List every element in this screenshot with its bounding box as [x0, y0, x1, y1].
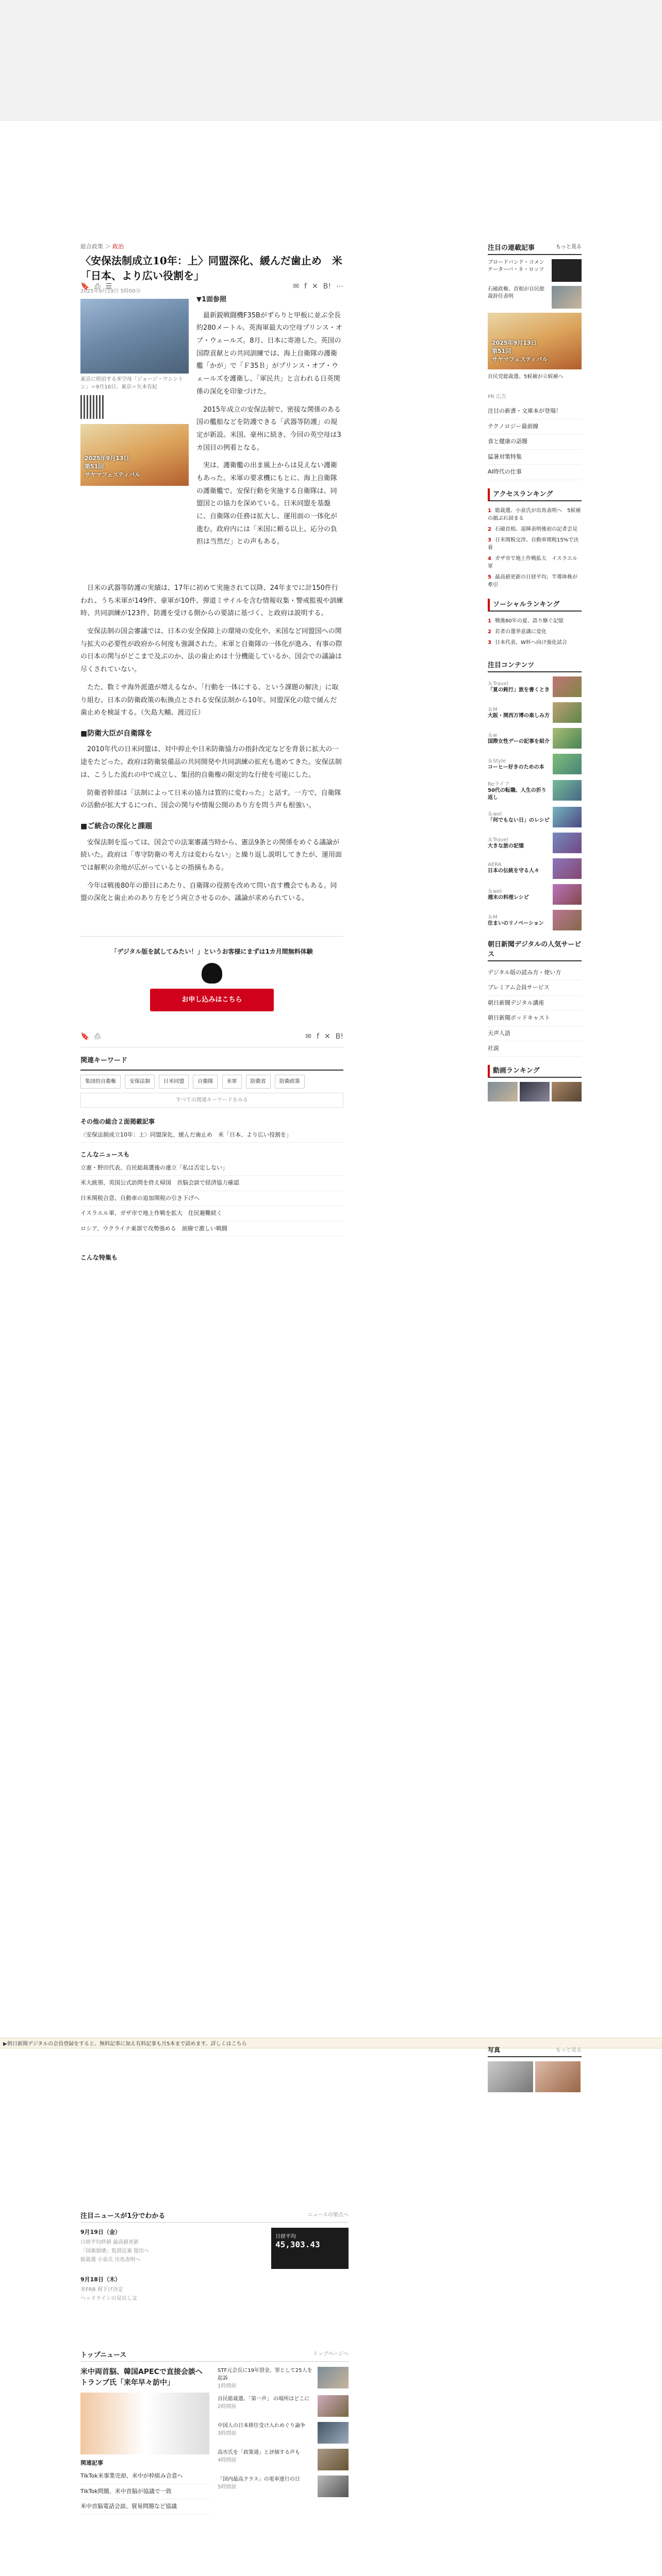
- attention-more[interactable]: ニュースの要点へ: [307, 2212, 349, 2218]
- thumbnail: [318, 2367, 349, 2388]
- hatena-icon[interactable]: B!: [335, 1032, 343, 1041]
- paragraph: 2015年成立の安保法制で、密接な関係のある国の艦船などを防護できる「武器等防護」の規定が新設。米国、豪州に続き、今回の英空母は3カ国目の例着となる。: [196, 405, 341, 452]
- service-link[interactable]: 社説: [488, 1041, 582, 1057]
- content-label: 週末の料理レシピ: [488, 895, 529, 901]
- content-item[interactable]: [488, 779, 582, 802]
- hatena-icon[interactable]: B!: [323, 282, 331, 291]
- social-item[interactable]: 1 戦後80年の夏、語り継ぐ記憶: [488, 618, 564, 624]
- attention-card[interactable]: [80, 2228, 349, 2269]
- subscribe-button[interactable]: お申し込みはこちら: [150, 989, 274, 1012]
- article-title: 〈安保法制成立10年：上〉同盟深化、緩んだ歯止め 米「日本、より広い役割を」: [80, 255, 342, 282]
- content-label: 「何でもない日」のレシピ: [488, 818, 550, 823]
- thumbnail: [318, 2422, 349, 2444]
- print-icon[interactable]: ⎙: [94, 282, 101, 291]
- paragraph: 実は、護衛艦の出ま風上からは見えない護衛もあった。米軍の要求機にもとに、海上自衛隊の護衛艦で、安保行動を実施する自衛隊は、同盟国との協力を深めている。日米同盟を基盤に、自衛隊の任務は拡大し、運用面の一体化が進む。政府内には「米国に頼る以上、応分の負担は当然だ」との声もある。: [196, 462, 338, 546]
- content-sub: ＆Travel: [488, 837, 508, 843]
- attention-section: [80, 2210, 349, 2303]
- subhead: ■ご統合の深化と課題: [80, 822, 153, 831]
- quick-links: [488, 404, 582, 480]
- related-item[interactable]: TikTok米事業売却、米中が枠組み合意へ: [80, 2469, 209, 2484]
- access-ranking-heading: アクセスランキング: [488, 488, 582, 501]
- promo-mascot-icon: [202, 963, 222, 984]
- content-sub: ＆w: [488, 733, 498, 738]
- content-item[interactable]: [488, 702, 582, 723]
- share-bar: [196, 279, 343, 294]
- news-section: [80, 1149, 343, 1236]
- attention-line: ヘッドラインの見出し文: [80, 2296, 137, 2301]
- attention-line: 日経平均終値 最高値更新: [80, 2240, 139, 2245]
- thumbnail: [553, 754, 582, 774]
- top-news-heading: トップニュース: [80, 2351, 127, 2359]
- photo-heading: 写真: [488, 2046, 501, 2054]
- photo-overlay-date: 2025年9月13日: [85, 455, 129, 462]
- thumbnail: [552, 259, 582, 282]
- sidebar: [488, 242, 582, 1101]
- breadcrumb-section[interactable]: 政治: [112, 243, 124, 250]
- top-news-photo[interactable]: [80, 2393, 209, 2454]
- paragraph: たた、数ミサ海外派遣が増えるなか、「行動を一体にする、という課題の解決」に取り組む。日本の防衛政策の転換点とされる安保法制から10年。同盟深化の陰で緩んだ歯止めを検証する。（矢島大輔、渡辺丘）: [80, 683, 339, 717]
- sidebar-rank-item[interactable]: 石破政権、首相が自民総裁辞任表明: [488, 286, 582, 309]
- special-heading: こんな特集も: [80, 1254, 118, 1262]
- keywords-section: [80, 1055, 343, 1108]
- top-ad-band: [0, 0, 662, 121]
- share-bar-bottom: [80, 1027, 343, 1047]
- content-sub: ＆M: [488, 914, 498, 920]
- x-icon[interactable]: ✕: [324, 1032, 330, 1041]
- related-item[interactable]: TikTok問題、米中首脳が協議で一致: [80, 2484, 209, 2500]
- keyword-tag[interactable]: 集団的自衛権: [80, 1075, 121, 1089]
- access-item[interactable]: 5 最高値更新の日経平均、半導体株が牽引: [488, 574, 577, 588]
- social-ranking-list: [488, 616, 582, 648]
- paragraph: 安保法制を巡っては、国会での法案審議当時から、憲法9条との関係をめぐる議論が続いた。政府は「専守防衛の考え方は変わらない」と繰り返し説明してきたが、運用面では解釈の余地が広がっているとの指摘もある。: [80, 838, 342, 872]
- article-body-lead: [196, 294, 343, 549]
- main-column: [80, 242, 483, 1262]
- services-list: [488, 965, 582, 1057]
- sidebar-rank-more[interactable]: もっと見る: [556, 244, 582, 250]
- service-link[interactable]: デジタル版の読み方・使い方: [488, 965, 582, 981]
- thumbnail: [553, 833, 582, 853]
- content-item[interactable]: [488, 676, 582, 697]
- attention-card[interactable]: [80, 2275, 349, 2303]
- print-icon[interactable]: ⎙: [94, 1032, 101, 1041]
- service-link[interactable]: 朝日新聞ポッドキャスト: [488, 1011, 582, 1026]
- social-item[interactable]: 2 若者の選挙意識に変化: [488, 629, 547, 635]
- content-item[interactable]: [488, 807, 582, 827]
- photo-more[interactable]: もっと見る: [556, 2047, 582, 2053]
- qr-icon: [80, 395, 104, 419]
- thumbnail: [553, 728, 582, 749]
- paragraph: 防衛省幹部は「法制によって日米の協力は質的に変わった」と話す。一方で、自衛隊の活動が拡大するにつれ、国会の関与や情報公開のあり方を問う声も根強い。: [80, 789, 341, 810]
- content-sub: ＆wel: [488, 811, 502, 817]
- related-item[interactable]: 米中首脳電話会談、貿易問題など協議: [80, 2499, 209, 2515]
- special-section: [80, 1252, 343, 1264]
- content-label: 大阪・関西万博の楽しみ方: [488, 713, 550, 719]
- quick-link[interactable]: AI時代の仕事: [488, 465, 582, 480]
- thumbnail: [318, 2476, 349, 2497]
- news-item[interactable]: 立憲・野田代表、自民総裁選後の連立「私は否定しない」: [80, 1161, 343, 1176]
- facebook-icon[interactable]: f: [317, 1032, 320, 1041]
- content-sub: Reライフ: [488, 781, 510, 787]
- quick-link[interactable]: 猛暑対策特集: [488, 450, 582, 465]
- photo-overlay-event: 第51回 サヤマフェスティバル: [85, 463, 141, 478]
- content-sub: ＆wel: [488, 889, 502, 894]
- paragraph: 最新鋭戦闘機F35Bがずらりと甲板に並ぶ全長約280メートル、英海軍最大の空母プリンス・オブ・ウェールズ。8月、日本に寄港した。英国の国際貢献との共同訓練では、海上自衛隊の護衛艦「かが」で「Ｆ35Ｂ」がプリンス・オブ・ウェールズを護衛し、「軍民共」と言われる日英関係の深化を印象づけた。: [196, 311, 342, 396]
- list-icon[interactable]: ☰: [105, 282, 112, 291]
- services-heading: 朝日新聞デジタルの人気サービス: [488, 939, 582, 961]
- thumbnail: [553, 910, 582, 930]
- paragraph: 日米の武器等防護の実績は、17年に初めて実施されて以降、24年までに計150件行われ、うち米軍が149件、豪軍が10件。弾道ミサイルを含む情報収集・警戒監視や訓練時、共同訓練が123件、防護を受ける側からの要請に基づく、と政府は説明する。: [80, 584, 343, 618]
- thumbnail: [552, 286, 582, 309]
- mail-icon[interactable]: ✉: [305, 1032, 312, 1041]
- series-section: [80, 1116, 343, 1143]
- content-sub: ＆Travel: [488, 681, 508, 687]
- content-label: 国際女性デーの記事を紹介: [488, 739, 550, 744]
- keyword-tag[interactable]: 安保法制: [125, 1075, 155, 1089]
- photo-overlay-date: 2025年9月13日: [492, 340, 537, 346]
- quick-link[interactable]: テクノロジー最前線: [488, 419, 582, 435]
- photo-sidebar: [488, 2045, 582, 2092]
- attention-line: 総裁選 小泉氏 出馬表明へ: [80, 2257, 141, 2263]
- top-news-item[interactable]: 中国人の日本移住受け入れめぐり論争 3時間前: [218, 2422, 349, 2444]
- photo-caption: 東京に停泊する米空母「ジョージ・ワシントン」＝9月10日、東京＝矢本有紀: [80, 377, 184, 390]
- article-body: [80, 582, 343, 1264]
- bookmark-icon[interactable]: 🔖: [80, 1032, 90, 1041]
- content-sub: AERA: [488, 862, 502, 868]
- subhead: ■防衛大臣が自衛隊を: [80, 729, 153, 738]
- content-item[interactable]: [488, 833, 582, 853]
- lead-marker: ▼1面参照: [196, 296, 227, 303]
- access-item[interactable]: 3 日米関税交渉、自動車関税15%で決着: [488, 537, 579, 551]
- attention-heading: 注目ニュースが1分でわかる: [80, 2212, 166, 2220]
- article-photo[interactable]: [80, 299, 189, 374]
- video-ranking-heading: 動画ランキング: [488, 1065, 582, 1078]
- content-label: 住まいのリノベーション: [488, 921, 544, 926]
- paragraph: 2010年代の日米同盟は、対中抑止や日米防衛協力の指針改定などを背景に拡大の一途をたどった。政府は防衛装備品の共同開発や共同訓練の拡充も進めてきた。安保法制は、こうした流れの中で成立し、集団的自衛権の限定的な行使を可能にした。: [80, 745, 342, 779]
- access-ranking-list: [488, 505, 582, 590]
- social-ranking-heading: ソーシャルランキング: [488, 599, 582, 612]
- content-label: 「夏の鈍行」旅を書くとき: [488, 687, 550, 693]
- video-thumbnail[interactable]: [520, 1082, 550, 1101]
- bookmark-icon[interactable]: 🔖: [80, 282, 90, 291]
- series-heading: その他の総合２面掲載記事: [80, 1117, 155, 1125]
- thumbnail: [553, 807, 582, 827]
- thumbnail: [553, 780, 582, 801]
- signup-notice[interactable]: ▶朝日新聞デジタルの会員登録をすると、無料記事に加え有料記事も月5本まで読めます。詳しくはこちら: [0, 2038, 662, 2048]
- content-item[interactable]: [488, 858, 582, 879]
- keywords-more-link[interactable]: すべての関連キーワードをみる: [80, 1093, 343, 1108]
- thumbnail: [553, 858, 582, 879]
- content-item[interactable]: [488, 754, 582, 774]
- facebook-icon[interactable]: f: [304, 282, 307, 291]
- content-label: コーヒー好きのための本: [488, 765, 544, 770]
- stock-board: 日経平均 45,303.43: [271, 2228, 349, 2269]
- news-item[interactable]: 日米関税合意、自動車の追加関税の引き下げへ: [80, 1191, 343, 1207]
- keywords-heading: 関連キーワード: [80, 1055, 343, 1071]
- content-label: 日本の伝統を守る人々: [488, 868, 539, 874]
- series-item[interactable]: 〈安保法制成立10年：上〉同盟深化、緩んだ歯止め 米「日本、より広い役割を」: [80, 1128, 343, 1143]
- top-news-item[interactable]: 自民総裁選、「第一声」 の場所はどこに 2時間前: [218, 2395, 349, 2417]
- attention-line: 「国旗損壊」処罰法案 提出へ: [80, 2248, 150, 2254]
- article-tools: [80, 282, 189, 291]
- top-news-more[interactable]: トップページへ: [312, 2351, 349, 2357]
- article-photo-2[interactable]: [80, 424, 189, 486]
- content-item[interactable]: [488, 884, 582, 905]
- video-thumbnail[interactable]: [552, 1082, 582, 1101]
- thumbnail: [553, 702, 582, 723]
- keyword-tag[interactable]: 日米同盟: [159, 1075, 189, 1089]
- content-sub: ＆Style: [488, 758, 506, 764]
- sidebar-rank-item[interactable]: ブロードバンド・コメンテーターバ・ネ・ロッツ: [488, 259, 582, 282]
- top-news-item[interactable]: STF元会長に19年罰金、罪として25人を起訴 1時間前: [218, 2367, 349, 2390]
- news-item[interactable]: ロシア、ウクライナ東部で攻勢強める 前線で激しい戦闘: [80, 1222, 343, 1237]
- attention-date: 9月19日（金）: [80, 2229, 121, 2235]
- access-item[interactable]: 1 総裁選、小泉氏が出馬表明へ 5候補の顔ぶれ固まる: [488, 507, 581, 521]
- content-item[interactable]: [488, 728, 582, 749]
- quick-link[interactable]: 食と健康の話題: [488, 434, 582, 450]
- top-news-section: [80, 2349, 349, 2515]
- quick-link[interactable]: 注目の新書・文庫本が登場！: [488, 404, 582, 419]
- content-label: 50代の転職、人生の折り返し: [488, 787, 547, 801]
- photo-overlay-event: 第51回 サヤマフェスティバル: [492, 348, 548, 363]
- keyword-tag[interactable]: 防衛省: [246, 1075, 271, 1089]
- promo-box: [80, 936, 343, 1011]
- paragraph: 今年は戦後80年の節目にあたり、自衛隊の役割を改めて問い直す機会でもある。同盟の深化と歯止めのあり方をどう両立させるのか、議論が求められている。: [80, 882, 337, 903]
- top-news-lead[interactable]: 米中両首脳、韓国APECで直接会談へ トランプ氏「来年早々訪中」: [80, 2368, 210, 2387]
- access-item[interactable]: 2 石破首相、退陣表明後初の記者会見: [488, 526, 577, 532]
- x-icon[interactable]: ✕: [312, 282, 318, 291]
- paragraph: 安保法制の国会審議では、日本の安全保障上の環境の変化や、米国など同盟国への関与拡大の必要性が政府から何度も強調された。米軍と自衛隊の一体化が進み、有事の際の日本の関与がどこまで及ぶのか、法の歯止めは十分機能しているか、国会での議論は尽くされていない。: [80, 628, 342, 674]
- content-item[interactable]: [488, 910, 582, 930]
- service-link[interactable]: 天声人語: [488, 1026, 582, 1042]
- content-sub: ＆M: [488, 707, 498, 713]
- promo-title: 「デジタル版を試してみたい！」というお客様にまずは1カ月間無料体験: [111, 947, 313, 955]
- sidebar-rank-heading: 注目の連載記事 もっと見る: [488, 242, 582, 255]
- top-news-item[interactable]: 高市氏を「政策通」と評価する声も 4時間前: [218, 2449, 349, 2470]
- photo-thumbnail[interactable]: [535, 2061, 581, 2092]
- keyword-tag[interactable]: 米軍: [222, 1075, 242, 1089]
- service-link[interactable]: 朝日新聞デジタル講座: [488, 996, 582, 1011]
- video-strip: [488, 1082, 582, 1101]
- thumbnail: [318, 2449, 349, 2470]
- access-item[interactable]: 4 ガザ市で地上作戦拡大 イスラエル軍: [488, 555, 577, 569]
- article-date: 2025年9月19日 5時00分: [80, 289, 141, 294]
- keyword-tag[interactable]: 自衛隊: [193, 1075, 218, 1089]
- news-item[interactable]: 米大統領、英国公式訪問を終え帰国 首脳会談で経済協力確認: [80, 1176, 343, 1191]
- breadcrumb-home[interactable]: 総合政策: [80, 243, 103, 250]
- top-news-right: [218, 2367, 349, 2515]
- social-item[interactable]: 3 日本代表、W杯へ向け強化試合: [488, 639, 567, 646]
- news-heading: こんなニュースも: [80, 1151, 130, 1158]
- mail-icon[interactable]: ✉: [293, 282, 300, 291]
- keyword-tag[interactable]: 防衛政策: [275, 1075, 305, 1089]
- more-icon[interactable]: ⋯: [336, 282, 343, 291]
- ad-label: PR 広告: [488, 394, 507, 400]
- thumbnail: [553, 884, 582, 905]
- sidebar-photo[interactable]: [488, 313, 582, 369]
- contents-heading: 注目コンテンツ: [488, 659, 582, 672]
- thumbnail: [318, 2395, 349, 2417]
- breadcrumb: 総合政策 ＞ 政治: [80, 243, 124, 250]
- thumbnail: [553, 676, 582, 697]
- video-thumbnail[interactable]: [488, 1082, 518, 1101]
- content-label: 大きな旅の記憶: [488, 843, 524, 849]
- photo-thumbnail[interactable]: [488, 2061, 533, 2092]
- service-link[interactable]: プレミアム会員サービス: [488, 980, 582, 996]
- sidebar-rank-item[interactable]: 自民党総裁選、5候補が立候補へ: [488, 374, 564, 380]
- top-news-item[interactable]: 「国内最高クラス」の電車運行の日 5時間前: [218, 2476, 349, 2497]
- attention-line: 米FRB 利下げ決定: [80, 2287, 123, 2293]
- news-item[interactable]: イスラエル軍、ガザ市で地上作戦を拡大 住民避難続く: [80, 1206, 343, 1222]
- related-heading: 関連記事: [80, 2460, 103, 2466]
- attention-date: 9月18日（木）: [80, 2276, 121, 2283]
- contents-list: [488, 676, 582, 930]
